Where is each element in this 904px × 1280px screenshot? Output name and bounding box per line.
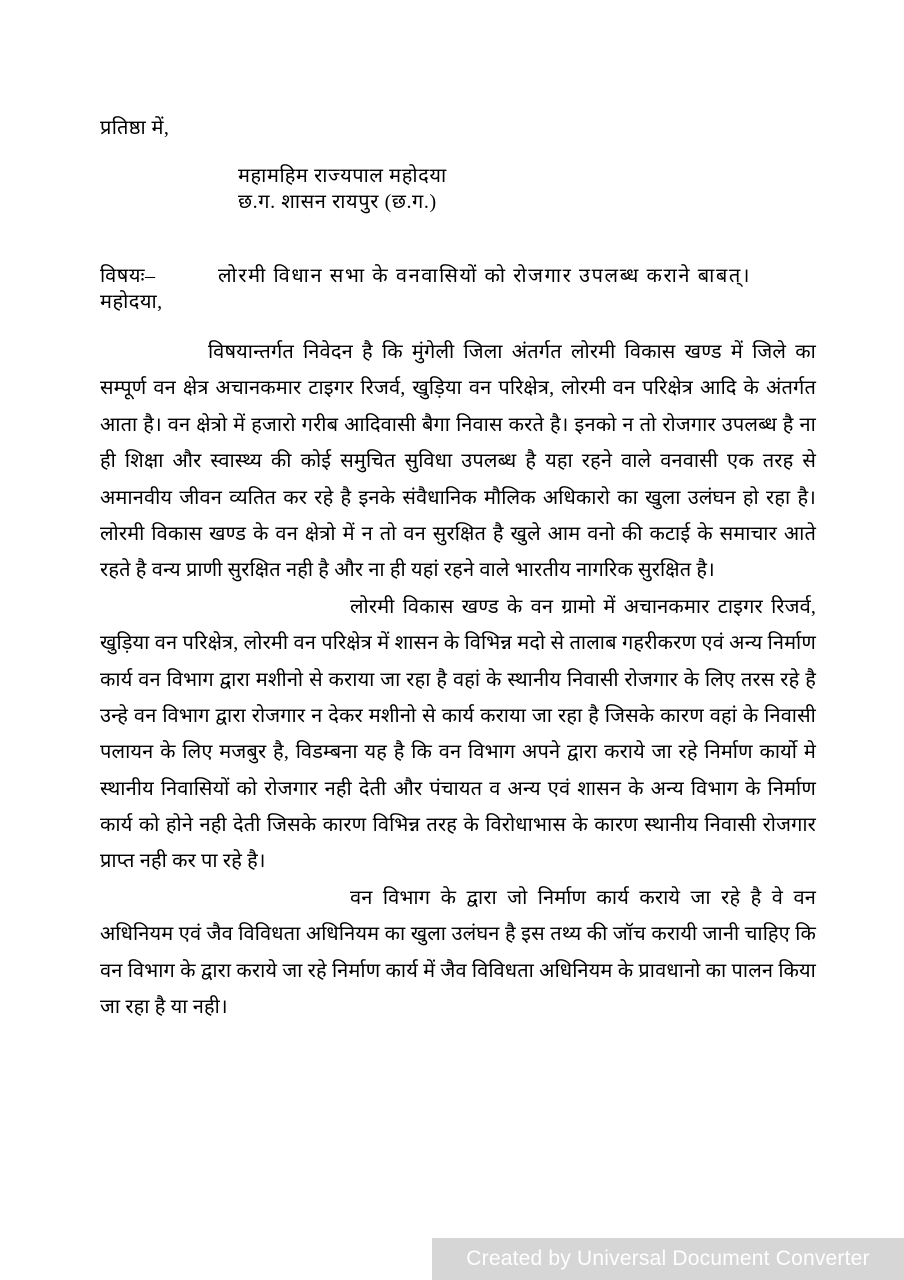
paragraph-3-text: वन विभाग के द्वारा जो निर्माण कार्य कराये जा रहे है वे वन अधिनियम एवं जैव विविधता अधिनियम का खुला उलंघन है इस तथ्य की जॉच करायी जानी चाहिए कि वन विभाग के द्वारा कराये जा रहे निर्माण कार्य में जैव विविधता अधिनियम के प्रावधानो का पालन किया जा रहा है या नही। <box>100 886 816 1019</box>
subject-row <box>100 266 816 286</box>
madam-greeting: महोदया, <box>100 291 163 313</box>
subject-text: लोरमी विधान सभा के वनवासियों को रोजगार उपलब्ध कराने बाबत्। <box>218 265 752 287</box>
paragraph-1 <box>100 334 816 589</box>
subject-label: विषयः– <box>100 265 156 287</box>
paragraph-2-text: लोरमी विकास खण्ड के वन ग्रामो में अचानकमार टाइगर रिजर्व, खुड़िया वन परिक्षेत्र, लोरमी वन परिक्षेत्र में शासन के विभिन्न मदो से तालाब गहरीकरण एवं अन्य निर्माण कार्य वन विभाग द्वारा मशीनो से कराया जा रहा है वहां के स्थानीय निवासी रोजगार के लिए तरस रहे है उन्हे वन विभाग द्वारा रोजगार न देकर मशीनो से कार्य कराया जा रहा है जिसके कारण वहां के निवासी पलायन के लिए मजबुर है, विडम्बना यह है कि वन विभाग अपने द्वारा कराये जा रहे निर्माण कार्यो मे स्थानीय निवासियों को रोजगार नही देती और पंचायत व अन्य एवं शासन के अन्य विभाग के निर्माण कार्य को होने नही देती जिसके कारण विभिन्न तरह के विरोधाभास के कारण स्थानीय निवासी रोजगार प्राप्त नही कर पा रहे है। <box>100 595 816 873</box>
letter-body <box>100 118 816 1025</box>
paragraph-1-text: विषयान्तर्गत निवेदन है कि मुंगेली जिला अंतर्गत लोरमी विकास खण्ड में जिले का सम्पूर्ण वन क्षेत्र अचानकमार टाइगर रिजर्व, खुड़िया वन परिक्षेत्र, लोरमी वन परिक्षेत्र आदि के अंतर्गत आता है। वन क्षेत्रो में हजारो गरीब आदिवासी बैगा निवास करते है। इनको न तो रोजगार उपलब्ध है ना ही शिक्षा और स्वास्थ्य की कोई समुचित सुविधा उपलब्ध है यहा रहने वाले वनवासी एक तरह से अमानवीय जीवन व्यतित कर रहे है इनके संवैधानिक मौलिक अधिकारो का खुला उलंघन हो रहा है। लोरमी विकास खण्ड के वन क्षेत्रो में न तो वन सुरक्षित है खुले आम वनो की कटाई के समाचार आते रहते है वन्य प्राणी सुरक्षित नही है और ना ही यहां रहने वाले भारतीय नागरिक सुरक्षित है। <box>100 341 816 582</box>
addressee-line-2: छ.ग. शासन रायपुर (छ.ग.) <box>238 191 437 213</box>
paragraph-2 <box>100 589 816 880</box>
salutation: प्रतिष्ठा में, <box>100 117 170 139</box>
paragraph-3 <box>100 880 816 1026</box>
watermark-banner: Created by Universal Document Converter <box>432 1238 904 1280</box>
addressee-line-1: महामहिम राज्यपाल महोदया <box>238 165 447 187</box>
